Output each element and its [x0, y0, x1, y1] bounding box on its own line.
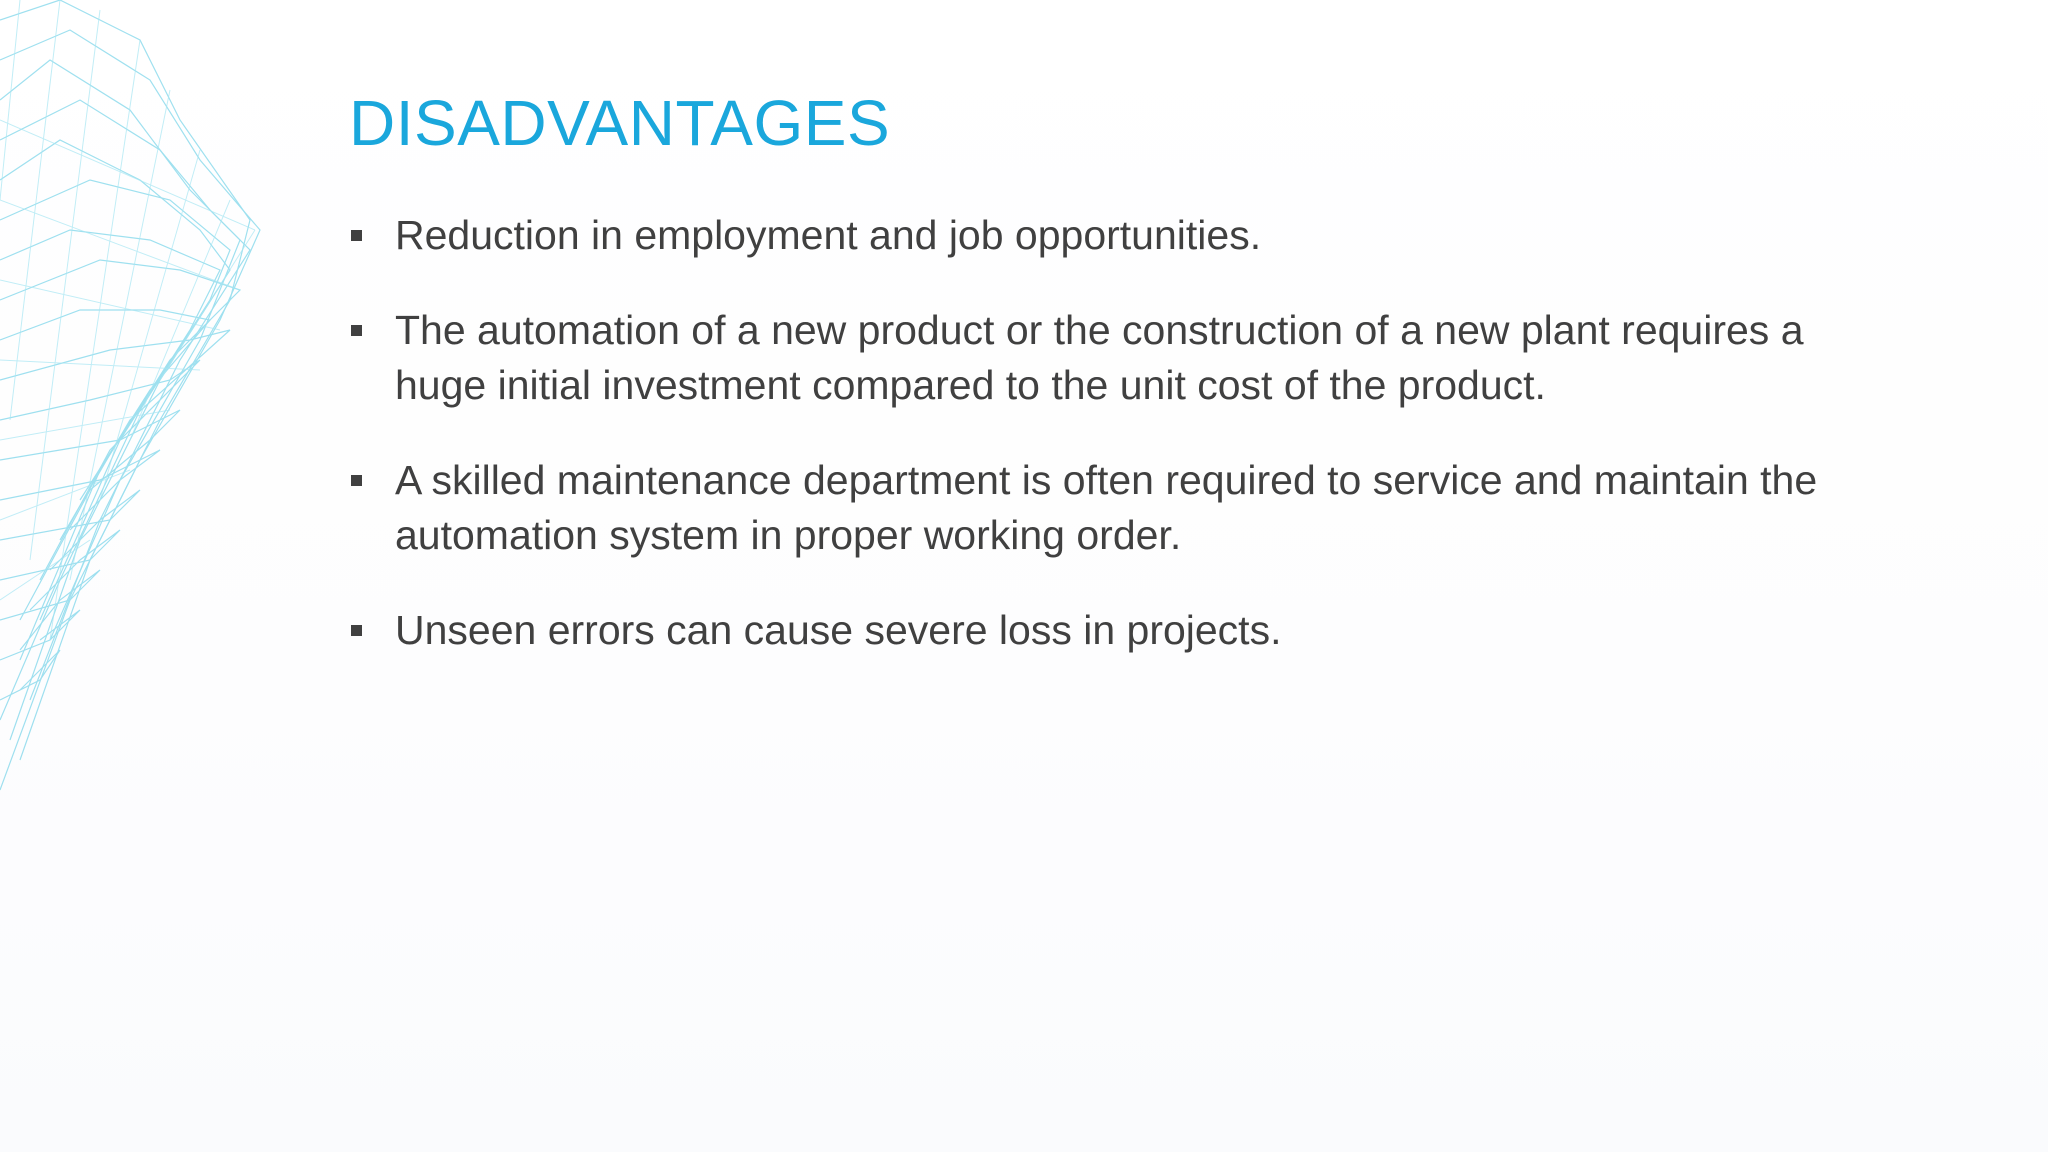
- list-item: [349, 208, 1849, 263]
- bullet-text: Unseen errors can cause severe loss in projects.: [395, 607, 1282, 653]
- square-bullet-icon: [351, 230, 362, 241]
- list-item: [349, 303, 1849, 413]
- list-item: [349, 453, 1849, 563]
- bullet-text: The automation of a new product or the construction of a new plant requires a huge initial investment compared to the unit cost of the product.: [395, 307, 1804, 408]
- square-bullet-icon: [351, 625, 362, 636]
- wireframe-decoration: [0, 0, 290, 800]
- bullet-list: [349, 208, 1849, 698]
- square-bullet-icon: [351, 325, 362, 336]
- slide-title: DISADVANTAGES: [349, 87, 891, 159]
- list-item: [349, 603, 1849, 658]
- bullet-text: A skilled maintenance department is often required to service and maintain the automation system in proper working order.: [395, 457, 1818, 558]
- square-bullet-icon: [351, 475, 362, 486]
- bullet-text: Reduction in employment and job opportunities.: [395, 212, 1262, 258]
